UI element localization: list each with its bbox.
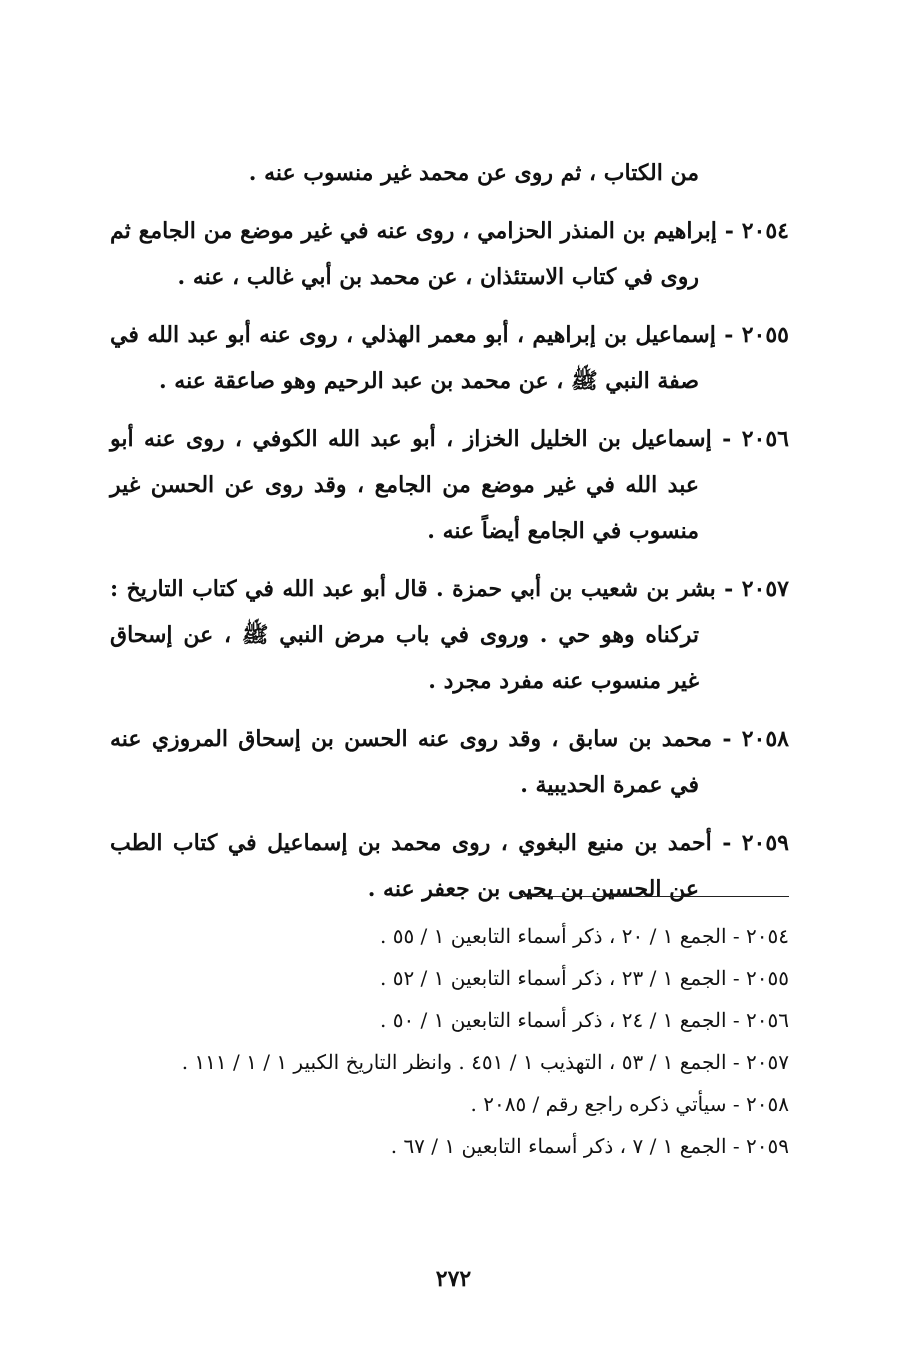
footnote-text: الجمع ١ / ٧ ، ذكر أسماء التابعين ١ / ٦٧ . [390,1134,727,1158]
entry-number: ٢٠٥٧ - [724,576,789,602]
entry-text: محمد بن سابق ، وقد روى عنه الحسن بن إسحاق المروزي عنه في عمرة الحديبية . [110,726,713,798]
footnote-number: ٢٠٥٤ - [732,924,789,948]
page-number: ٢٧٢ [435,1266,472,1292]
entry-number: ٢٠٥٦ - [722,426,789,452]
footnote-2059 [110,1125,789,1167]
entry-2054 [110,208,789,300]
footnote-number: ٢٠٥٧ - [732,1050,789,1074]
entry-number: ٢٠٥٩ - [722,830,789,856]
entry-number: ٢٠٥٤ - [724,218,789,244]
entries-list [110,208,789,924]
entry-number: ٢٠٥٨ - [722,726,789,752]
footnote-text: الجمع ١ / ٢٠ ، ذكر أسماء التابعين ١ / ٥٥ . [379,924,727,948]
entry-text: إبراهيم بن المنذر الحزامي ، روى عنه في غير موضع من الجامع ثم روى في كتاب الاستئذان ، عن محمد بن أبي غالب ، عنه . [110,218,717,290]
entry-2059 [110,820,789,912]
footnote-text: سيأتي ذكره راجع رقم / ٢٠٨٥ . [470,1092,727,1116]
entry-number: ٢٠٥٥ - [724,322,789,348]
footnote-number: ٢٠٥٩ - [732,1134,789,1158]
footnote-text: الجمع ١ / ٢٣ ، ذكر أسماء التابعين ١ / ٥٢ . [379,966,727,990]
footnote-2056 [110,999,789,1041]
footnote-divider [519,896,789,897]
entry-text: بشر بن شعيب بن أبي حمزة . قال أبو عبد الله في كتاب التاريخ : تركناه وهو حي . وروى في باب مرض النبي ﷺ ، عن إسحاق غير منسوب عنه مفرد مجرد . [110,576,716,694]
footnote-2054 [110,915,789,957]
entry-text: إسماعيل بن الخليل الخزاز ، أبو عبد الله الكوفي ، روى عنه أبو عبد الله في غير موضع من الجامع ، وقد روى عن الحسن غير منسوب في الجامع أيضاً عنه . [110,426,712,544]
footnote-number: ٢٠٥٥ - [732,966,789,990]
footnote-number: ٢٠٥٦ - [732,1008,789,1032]
continuation-text: من الكتاب ، ثم روى عن محمد غير منسوب عنه . [248,160,699,186]
footnote-2057 [110,1041,789,1083]
entry-2056 [110,416,789,554]
entry-2055 [110,312,789,404]
entry-2058 [110,716,789,808]
entry-text: أحمد بن منيع البغوي ، روى محمد بن إسماعيل في كتاب الطب عن الحسين بن يحيى بن جعفر عنه . [110,830,712,902]
entry-text: إسماعيل بن إبراهيم ، أبو معمر الهذلي ، روى عنه أبو عبد الله في صفة النبي ﷺ ، عن محمد بن عبد الرحيم وهو صاعقة عنه . [110,322,716,394]
footnote-2058 [110,1083,789,1125]
continuation-line [110,150,789,196]
footnote-number: ٢٠٥٨ - [732,1092,789,1116]
footnote-2055 [110,957,789,999]
entry-2057 [110,566,789,704]
footnote-text: الجمع ١ / ٢٤ ، ذكر أسماء التابعين ١ / ٥٠ . [379,1008,727,1032]
footnote-text: الجمع ١ / ٥٣ ، التهذيب ١ / ٤٥١ . وانظر التاريخ الكبير ١ / ١ / ١١١ . [181,1050,727,1074]
footnotes-list [110,915,789,1167]
